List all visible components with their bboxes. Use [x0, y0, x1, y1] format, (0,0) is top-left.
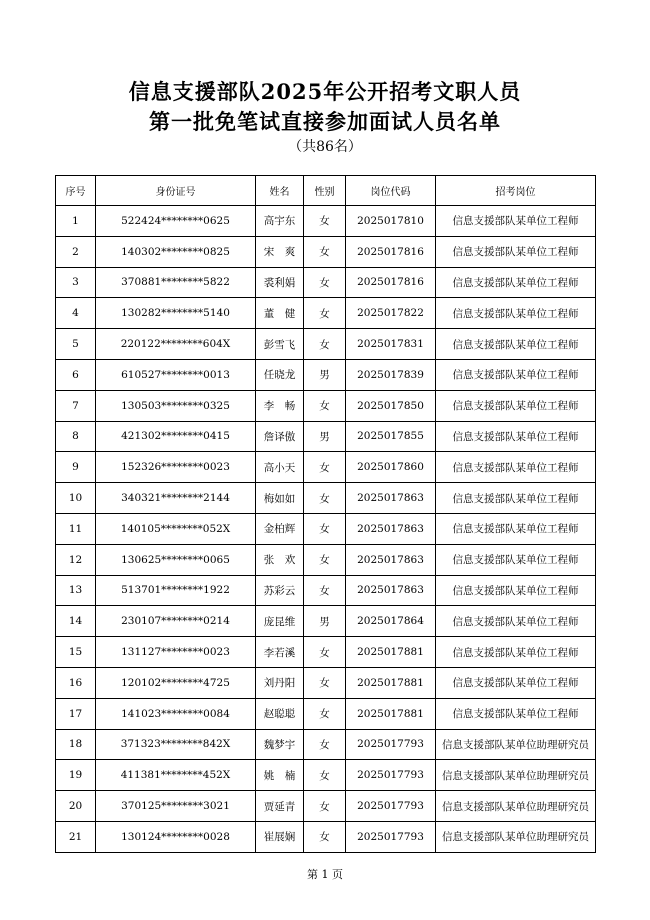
cell-post-code: 2025017863: [346, 575, 436, 606]
table-row: [56, 698, 596, 729]
cell-id-number: 340321********2144: [96, 483, 256, 514]
cell-post-code: 2025017863: [346, 513, 436, 544]
table-row: [56, 729, 596, 760]
cell-gender: 女: [304, 390, 346, 421]
cell-post: 信息支援部队某单位工程师: [436, 637, 596, 668]
cell-post-code: 2025017822: [346, 298, 436, 329]
cell-post-code: 2025017793: [346, 729, 436, 760]
cell-gender: 男: [304, 359, 346, 390]
cell-index: 11: [56, 513, 96, 544]
cell-id-number: 371323********842X: [96, 729, 256, 760]
col-header-post-code: 岗位代码: [346, 176, 436, 206]
cell-index: 9: [56, 452, 96, 483]
title-line-1: 信息支援部队2025年公开招考文职人员: [128, 79, 522, 104]
cell-id-number: 421302********0415: [96, 421, 256, 452]
table-row: [56, 267, 596, 298]
cell-index: 2: [56, 236, 96, 267]
cell-post-code: 2025017839: [346, 359, 436, 390]
cell-post: 信息支援部队某单位工程师: [436, 267, 596, 298]
cell-id-number: 513701********1922: [96, 575, 256, 606]
cell-id-number: 130503********0325: [96, 390, 256, 421]
subtitle-count: （共86名）: [288, 139, 362, 155]
cell-post: 信息支援部队某单位工程师: [436, 359, 596, 390]
cell-gender: 女: [304, 206, 346, 237]
cell-gender: 女: [304, 298, 346, 329]
cell-name: 姚 楠: [256, 760, 304, 791]
cell-name: 赵聪聪: [256, 698, 304, 729]
cell-id-number: 130282********5140: [96, 298, 256, 329]
table-row: [56, 667, 596, 698]
table-row: [56, 637, 596, 668]
table-row: [56, 421, 596, 452]
cell-post: 信息支援部队某单位工程师: [436, 421, 596, 452]
cell-gender: 女: [304, 637, 346, 668]
cell-post-code: 2025017850: [346, 390, 436, 421]
cell-post-code: 2025017864: [346, 606, 436, 637]
cell-post: 信息支援部队某单位助理研究员: [436, 760, 596, 791]
cell-post: 信息支援部队某单位工程师: [436, 544, 596, 575]
cell-post: 信息支援部队某单位助理研究员: [436, 821, 596, 852]
cell-name: 魏梦宇: [256, 729, 304, 760]
cell-post: 信息支援部队某单位工程师: [436, 236, 596, 267]
cell-gender: 女: [304, 329, 346, 360]
table-row: [56, 329, 596, 360]
cell-index: 1: [56, 206, 96, 237]
cell-name: 高宇东: [256, 206, 304, 237]
table-body: [56, 206, 596, 853]
table-row: [56, 513, 596, 544]
col-header-index: 序号: [56, 176, 96, 206]
cell-gender: 女: [304, 760, 346, 791]
cell-name: 彭雪飞: [256, 329, 304, 360]
table-row: [56, 791, 596, 822]
cell-post: 信息支援部队某单位工程师: [436, 513, 596, 544]
cell-post-code: 2025017881: [346, 667, 436, 698]
cell-index: 19: [56, 760, 96, 791]
table-row: [56, 483, 596, 514]
cell-post: 信息支援部队某单位工程师: [436, 606, 596, 637]
cell-index: 12: [56, 544, 96, 575]
cell-name: 李若溪: [256, 637, 304, 668]
cell-id-number: 140105********052X: [96, 513, 256, 544]
cell-id-number: 140302********0825: [96, 236, 256, 267]
cell-id-number: 522424********0625: [96, 206, 256, 237]
cell-index: 8: [56, 421, 96, 452]
cell-index: 21: [56, 821, 96, 852]
cell-post: 信息支援部队某单位工程师: [436, 667, 596, 698]
cell-index: 15: [56, 637, 96, 668]
cell-post-code: 2025017863: [346, 483, 436, 514]
cell-post-code: 2025017793: [346, 791, 436, 822]
cell-id-number: 120102********4725: [96, 667, 256, 698]
col-header-name: 姓名: [256, 176, 304, 206]
table-row: [56, 575, 596, 606]
cell-post-code: 2025017816: [346, 236, 436, 267]
cell-index: 10: [56, 483, 96, 514]
cell-gender: 男: [304, 606, 346, 637]
cell-id-number: 230107********0214: [96, 606, 256, 637]
cell-gender: 女: [304, 544, 346, 575]
table-row: [56, 452, 596, 483]
cell-name: 贾延青: [256, 791, 304, 822]
cell-index: 5: [56, 329, 96, 360]
cell-post: 信息支援部队某单位助理研究员: [436, 791, 596, 822]
table-row: [56, 298, 596, 329]
cell-gender: 女: [304, 729, 346, 760]
cell-name: 刘丹阳: [256, 667, 304, 698]
cell-post: 信息支援部队某单位工程师: [436, 206, 596, 237]
cell-id-number: 220122********604X: [96, 329, 256, 360]
cell-gender: 女: [304, 267, 346, 298]
cell-id-number: 130124********0028: [96, 821, 256, 852]
cell-gender: 女: [304, 698, 346, 729]
table-header-row: [56, 176, 596, 206]
cell-id-number: 370881********5822: [96, 267, 256, 298]
cell-name: 裘利娟: [256, 267, 304, 298]
cell-post: 信息支援部队某单位工程师: [436, 329, 596, 360]
cell-post: 信息支援部队某单位助理研究员: [436, 729, 596, 760]
cell-post-code: 2025017855: [346, 421, 436, 452]
cell-index: 17: [56, 698, 96, 729]
cell-gender: 女: [304, 791, 346, 822]
cell-post: 信息支援部队某单位工程师: [436, 298, 596, 329]
cell-name: 任晓龙: [256, 359, 304, 390]
col-header-id-number: 身份证号: [96, 176, 256, 206]
cell-post-code: 2025017881: [346, 698, 436, 729]
cell-gender: 女: [304, 821, 346, 852]
cell-gender: 女: [304, 236, 346, 267]
table-row: [56, 606, 596, 637]
cell-index: 3: [56, 267, 96, 298]
cell-post: 信息支援部队某单位工程师: [436, 698, 596, 729]
cell-id-number: 610527********0013: [96, 359, 256, 390]
cell-id-number: 370125********3021: [96, 791, 256, 822]
cell-name: 苏彩云: [256, 575, 304, 606]
cell-gender: 女: [304, 513, 346, 544]
page-number: 第 1 页: [307, 868, 343, 881]
cell-post-code: 2025017793: [346, 760, 436, 791]
cell-gender: 女: [304, 667, 346, 698]
cell-post-code: 2025017793: [346, 821, 436, 852]
cell-index: 4: [56, 298, 96, 329]
cell-post: 信息支援部队某单位工程师: [436, 483, 596, 514]
cell-post-code: 2025017816: [346, 267, 436, 298]
cell-name: 庞昆维: [256, 606, 304, 637]
cell-name: 李 畅: [256, 390, 304, 421]
cell-gender: 女: [304, 575, 346, 606]
cell-id-number: 130625********0065: [96, 544, 256, 575]
cell-id-number: 141023********0084: [96, 698, 256, 729]
cell-id-number: 152326********0023: [96, 452, 256, 483]
table-row: [56, 236, 596, 267]
cell-name: 金柏辉: [256, 513, 304, 544]
cell-gender: 女: [304, 452, 346, 483]
cell-id-number: 131127********0023: [96, 637, 256, 668]
cell-index: 6: [56, 359, 96, 390]
cell-name: 崔展娴: [256, 821, 304, 852]
table-row: [56, 760, 596, 791]
candidate-table: [55, 175, 596, 853]
cell-index: 7: [56, 390, 96, 421]
cell-post-code: 2025017831: [346, 329, 436, 360]
cell-name: 张 欢: [256, 544, 304, 575]
col-header-gender: 性别: [304, 176, 346, 206]
cell-gender: 男: [304, 421, 346, 452]
cell-id-number: 411381********452X: [96, 760, 256, 791]
cell-index: 13: [56, 575, 96, 606]
table-row: [56, 359, 596, 390]
table-row: [56, 821, 596, 852]
cell-post-code: 2025017863: [346, 544, 436, 575]
cell-index: 16: [56, 667, 96, 698]
cell-index: 14: [56, 606, 96, 637]
cell-post-code: 2025017860: [346, 452, 436, 483]
cell-post: 信息支援部队某单位工程师: [436, 575, 596, 606]
cell-post-code: 2025017881: [346, 637, 436, 668]
cell-post-code: 2025017810: [346, 206, 436, 237]
title-line-2: 第一批免笔试直接参加面试人员名单: [149, 109, 501, 134]
cell-name: 宋 爽: [256, 236, 304, 267]
col-header-post: 招考岗位: [436, 176, 596, 206]
cell-name: 董 健: [256, 298, 304, 329]
cell-gender: 女: [304, 483, 346, 514]
cell-name: 高小天: [256, 452, 304, 483]
cell-index: 20: [56, 791, 96, 822]
table-row: [56, 390, 596, 421]
cell-name: 梅如如: [256, 483, 304, 514]
table-row: [56, 544, 596, 575]
table-row: [56, 206, 596, 237]
cell-index: 18: [56, 729, 96, 760]
cell-name: 詹译傲: [256, 421, 304, 452]
cell-post: 信息支援部队某单位工程师: [436, 390, 596, 421]
cell-post: 信息支援部队某单位工程师: [436, 452, 596, 483]
